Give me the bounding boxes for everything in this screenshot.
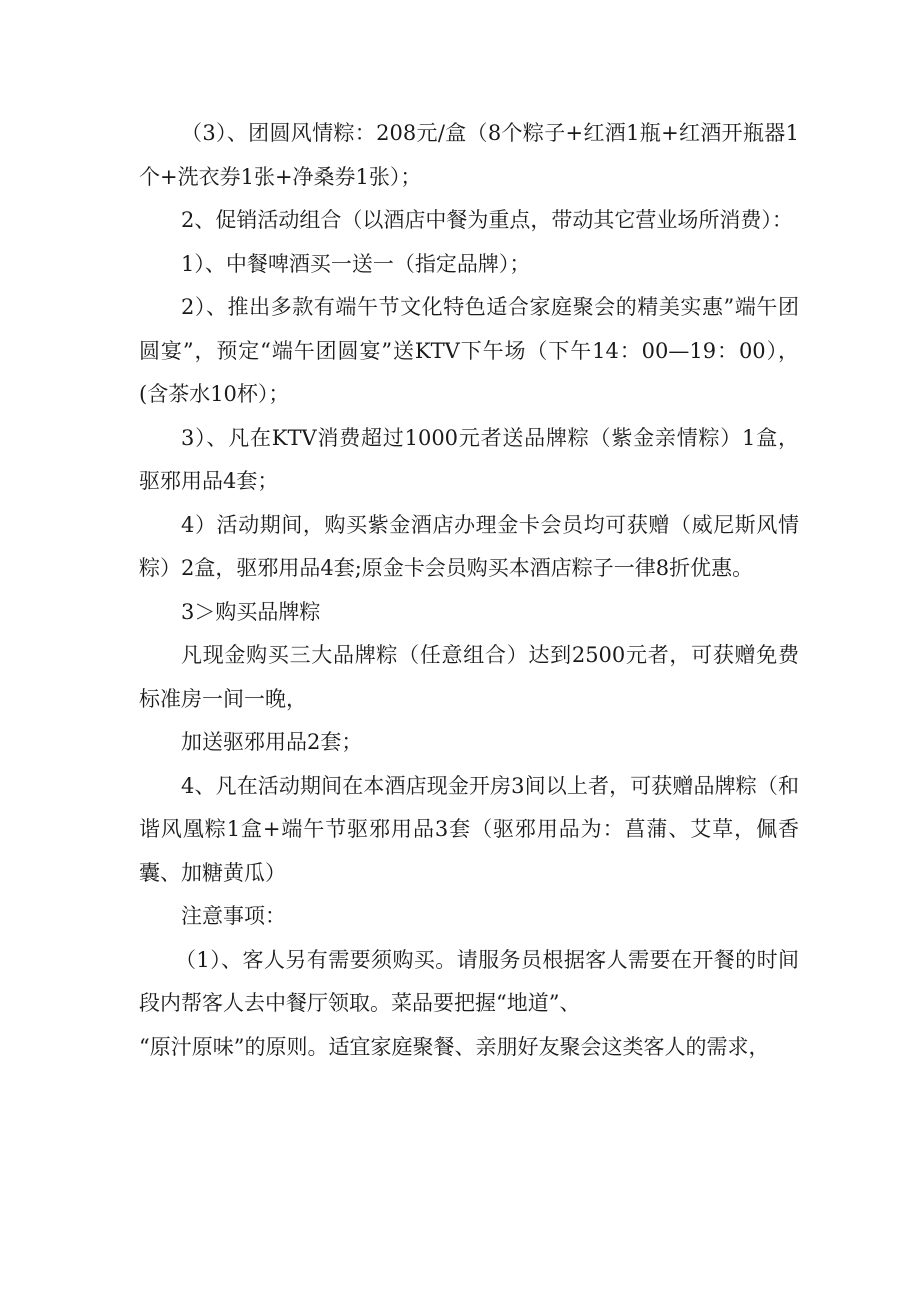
paragraph-room-offer: 4、凡在活动期间在本酒店现金开房3间以上者，可获赠品牌粽（和谐风凰粽1盒+端午节驱邪用品3套（驱邪用品为：菖蒲、艾草，佩香囊、加糖黄瓜） xyxy=(139,773,799,885)
paragraph-brand-zong-heading: 3＞购买品牌粽 xyxy=(181,599,321,624)
document-body xyxy=(139,112,799,1069)
paragraph-extra-gift: 加送驱邪用品2套； xyxy=(181,730,363,754)
paragraph-cash-purchase: 凡现金购买三大品牌粽（任意组合）达到2500元者，可获赠免费标准房一间一晚， xyxy=(139,643,799,711)
paragraph-note-1: （1）、客人另有需要须购买。请服务员根据客人需要在开餐的时间段内帮客人去中餐厅领取。菜品要把握“地道”、 xyxy=(139,947,799,1015)
paragraph-notes-heading: 注意事项： xyxy=(181,904,286,928)
paragraph-promo-combo: 2、促销活动组合（以酒店中餐为重点，带动其它营业场所消费）： xyxy=(181,208,793,232)
paragraph-ktv-offer: 3）、凡在KTV消费超过1000元者送品牌粽（紫金亲情粽）1盒，驱邪用品4套； xyxy=(139,425,799,493)
paragraph-tuanyuan-zong: （3）、团圆风情粽：208元/盒（8个粽子+红酒1瓶+红酒开瓶器1个+洗衣券1张+净桑券1张）； xyxy=(139,121,799,189)
paragraph-gold-card: 4）活动期间，购买紫金酒店办理金卡会员均可获赠（威尼斯风情粽）2盒，驱邪用品4套;原金卡会员购买本酒店粽子一律8折优惠。 xyxy=(139,512,799,580)
paragraph-beer-offer: 1）、中餐啤酒买一送一（指定品牌）； xyxy=(181,251,531,276)
paragraph-note-1-cont: “原汁原味”的原则。适宜家庭聚餐、亲朋好友聚会这类客人的需求， xyxy=(139,1034,770,1059)
paragraph-reunion-banquet: 2）、推出多款有端午节文化特色适合家庭聚会的精美实惠”端午团圆宴”，预定“端午团圆宴”送KTV下午场（下午14：00—19：00），(含茶水10杯）； xyxy=(139,295,799,406)
